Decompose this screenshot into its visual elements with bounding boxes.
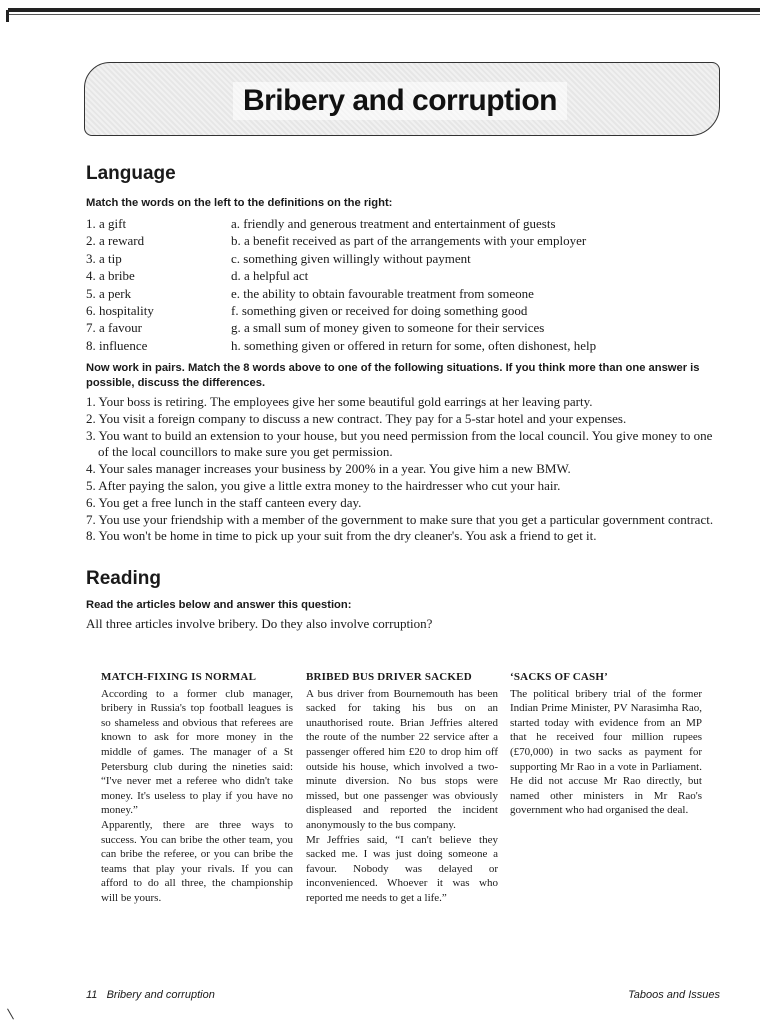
match-row xyxy=(86,232,736,249)
situation-item: 6. You get a free lunch in the staff canteen every day. xyxy=(86,494,362,510)
situation-item: 2. You visit a foreign company to discuss a new contract. They pay for a 5-star hotel and your expenses. xyxy=(86,410,627,426)
definition-item: c. something given willingly without payment xyxy=(231,250,471,266)
definition-item: g. a small sum of money given to someone for their services xyxy=(231,320,545,336)
footer-left xyxy=(86,989,215,1001)
article-match-fixing xyxy=(101,670,293,906)
word-item: 7. a favour xyxy=(86,320,142,336)
match-row xyxy=(86,285,736,302)
footer-title: Bribery and corruption xyxy=(106,989,215,1001)
top-rule-thin xyxy=(8,14,760,15)
article-paragraph: According to a former club manager, bribery in Russia's top football leagues is so shameless and obvious that referees are known to ask for more money in the middle of games. The manager of a St Petersburg club during the nineties said: “I've never met a referee who didn't take money. It's useless to play if you have no money.” xyxy=(101,687,293,817)
definition-item: f. something given or received for doing something good xyxy=(231,303,528,319)
reading-instruction: Read the articles below and answer this question: xyxy=(86,599,352,611)
situations-list xyxy=(86,394,726,545)
word-item: 6. hospitality xyxy=(86,303,154,319)
title-container xyxy=(120,76,680,126)
match-row xyxy=(86,215,736,232)
match-row xyxy=(86,302,736,319)
match-row xyxy=(86,337,736,354)
article-headline: ‘SACKS OF CASH’ xyxy=(510,671,608,683)
matching-exercise xyxy=(86,215,736,354)
article-sacks-of-cash xyxy=(510,670,702,818)
article-paragraph: Apparently, there are three ways to success. You can bribe the other team, you can bribe the referee, or you can bribe the teams that play your rivals. If you can afford to do all three, the championship will be yours. xyxy=(101,818,293,904)
footer-section-title: Taboos and Issues xyxy=(628,989,720,1001)
word-item: 4. a bribe xyxy=(86,268,135,284)
margin-mark xyxy=(7,1009,14,1020)
word-item: 3. a tip xyxy=(86,250,122,266)
situation-item: 1. Your boss is retiring. The employees give her some beautiful gold earrings at her leaving party. xyxy=(86,394,593,409)
reading-heading: Reading xyxy=(86,568,161,589)
definition-item: d. a helpful act xyxy=(231,268,309,284)
article-paragraph: A bus driver from Bournemouth has been sacked for taking his bus on an unauthorised route. Brian Jeffries altered the route of the number 22 service after a passenger offered him £20 to drop him off outside his house, which involved a two-minute diversion. No bus stops were missed, but one passenger was obviously displeased and reported the incident anonymously to the bus company. xyxy=(306,687,498,831)
definition-item: a. friendly and generous treatment and entertainment of guests xyxy=(231,216,556,231)
definition-item: b. a benefit received as part of the arrangements with your employer xyxy=(231,233,587,249)
article-headline: BRIBED BUS DRIVER SACKED xyxy=(306,671,472,683)
situation-item: 3. You want to build an extension to your house, but you need permission from the local council. You give money to one of the local councillors to make sure you get permission. xyxy=(86,427,713,460)
situation-item: 5. After paying the salon, you give a little extra money to the hairdresser who cut your hair. xyxy=(86,477,561,493)
article-bus-driver xyxy=(306,670,498,906)
definition-item: h. something given or offered in return for some, often dishonest, help xyxy=(231,337,597,353)
word-item: 5. a perk xyxy=(86,285,132,301)
match-row xyxy=(86,250,736,267)
corner-mark xyxy=(6,10,9,22)
page-number: 11 xyxy=(86,989,98,1001)
match-row xyxy=(86,267,736,284)
article-headline: MATCH-FIXING IS NORMAL xyxy=(101,671,257,683)
word-item: 2. a reward xyxy=(86,233,145,249)
language-heading: Language xyxy=(86,163,176,184)
word-item: 8. influence xyxy=(86,337,148,353)
article-paragraph: The political bribery trial of the former Indian Prime Minister, PV Narasimha Rao, started today with evidence from an MP that he received four million rupees (£70,000) in two sacks as payment for supporting Mr Rao in a vote in Parliament. He did not accuse Mr Rao directly, but named other ministers in Mr Rao's government who had organised the deal. xyxy=(510,687,702,817)
pairs-instruction: Now work in pairs. Match the 8 words above to one of the following situations. If you think more than one answer is possible, discuss the differences. xyxy=(86,362,700,389)
situation-item: 7. You use your friendship with a member of the government to make sure that you get a particular government contract. xyxy=(86,511,714,527)
word-item: 1. a gift xyxy=(86,216,127,231)
article-paragraph: Mr Jeffries said, “I can't believe they sacked me. I was just doing someone a favour. Nobody was delayed or inconvenienced. Whoever it was who reported me needs to get a life.” xyxy=(306,833,498,904)
situation-item: 4. Your sales manager increases your business by 200% in a year. You give him a new BMW. xyxy=(86,461,571,477)
page-title: Bribery and corruption xyxy=(233,82,567,120)
language-instruction: Match the words on the left to the definitions on the right: xyxy=(86,197,393,209)
definition-item: e. the ability to obtain favourable treatment from someone xyxy=(231,285,534,301)
reading-question: All three articles involve bribery. Do they also involve corruption? xyxy=(86,616,433,631)
top-rule xyxy=(8,8,760,12)
match-row xyxy=(86,319,736,336)
situation-item: 8. You won't be home in time to pick up your suit from the dry cleaner's. You ask a friend to get it. xyxy=(86,528,597,544)
